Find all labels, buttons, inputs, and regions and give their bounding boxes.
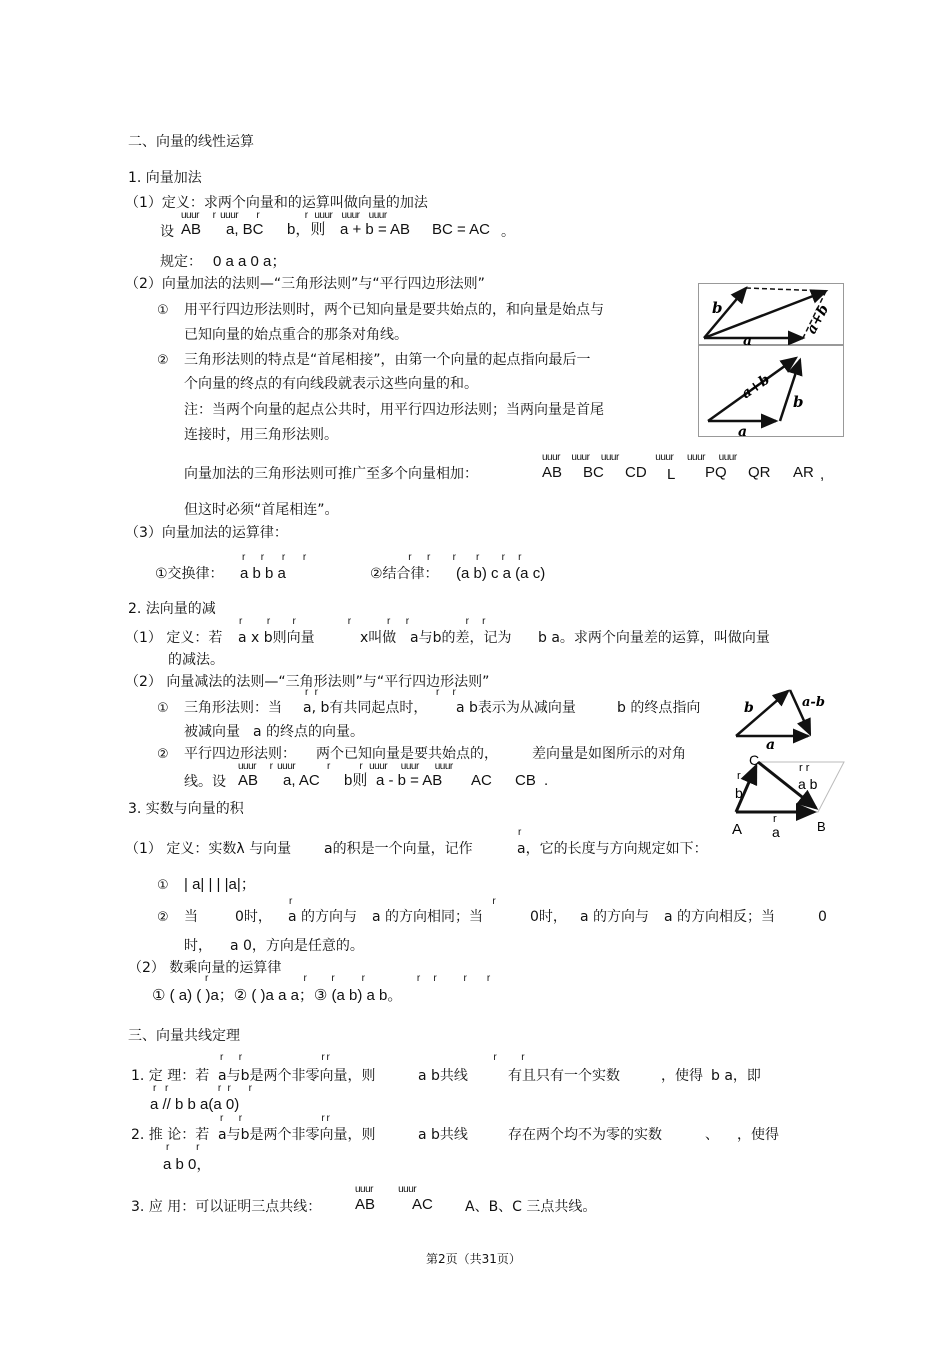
- parallelogram-subtraction-figure: [728, 748, 850, 844]
- figure-border: [699, 346, 844, 437]
- sub-tri-l2b: a 的终点的向量。: [253, 724, 365, 740]
- vec-marks: r r: [289, 896, 496, 907]
- def-set-word: 设: [160, 224, 174, 240]
- corollary-b: a与b是两个非零向量，则: [218, 1127, 376, 1143]
- dir-b: 0时，: [235, 909, 272, 925]
- vec-marks: r r r r r r r r: [239, 616, 485, 627]
- sub-def-line2: 的减法。: [168, 652, 224, 668]
- sub-tri-d: b 的终点指向: [617, 700, 701, 716]
- section-title-linear-ops: 二、向量的线性运算: [128, 134, 254, 150]
- circle-2: ②: [157, 910, 169, 925]
- application-b: A、B、C 三点共线。: [465, 1199, 597, 1215]
- note-line1: 注：当两个向量的起点公共时，用平行四边形法则；当两向量是首尾: [184, 402, 604, 418]
- vec-marks: r r: [166, 1142, 199, 1153]
- label-a: a: [766, 737, 776, 750]
- dir-c: a 的方向与: [288, 909, 358, 925]
- theorem-line2: a // b b a(a 0): [150, 1096, 240, 1113]
- corollary-line2: a b 0，: [163, 1156, 212, 1173]
- sub-pg-ac2: AC: [471, 772, 492, 789]
- sub-pg-l2a: 线。设: [184, 774, 226, 790]
- subtraction-triangle-figure: [732, 686, 842, 750]
- associative-expr: (a b) c a (a c): [456, 565, 546, 582]
- label-a-b: a b: [798, 776, 818, 792]
- ext-bc: BC: [583, 464, 604, 481]
- sub-def-b: a x b则向量: [238, 630, 315, 646]
- label-b: b: [793, 393, 804, 411]
- label-a: a: [738, 424, 748, 437]
- point-a: A: [732, 821, 743, 838]
- application-a: 3. 应 用：可以证明三点共线：: [131, 1199, 322, 1215]
- theorem-b: a与b是两个非零向量，则: [218, 1068, 376, 1084]
- sub-tri-a: 三角形法则：当: [184, 700, 282, 716]
- point-c: C: [749, 752, 760, 768]
- corollary-d: 存在两个均不为零的实数: [508, 1127, 662, 1143]
- def-a-bc: a, BC: [226, 221, 264, 238]
- def-sum: a + b = AB: [340, 221, 411, 238]
- law2-line1: 三角形法则的特点是“首尾相接”，由第一个向量的起点指向最后一: [184, 352, 591, 368]
- dir-a: 当: [184, 909, 198, 925]
- page-number: 第2页（共31页）: [426, 1252, 521, 1266]
- vec-marks: r: [518, 827, 521, 838]
- rule-expr: 0 a a 0 a；: [213, 253, 287, 270]
- theorem-d: 有且只有一个实数: [508, 1068, 620, 1084]
- associative-label: ②结合律：: [370, 566, 439, 582]
- extension-text: 向量加法的三角形法则可推广至多个向量相加：: [184, 466, 478, 482]
- extension-end: 但这时必须“首尾相连”。: [184, 502, 339, 518]
- sub-pg-cb: CB: [515, 772, 536, 789]
- addition-definition: （1）定义：求两个向量和的运算叫做向量的加法: [125, 195, 428, 211]
- vector-mark: r r: [799, 762, 810, 774]
- addition-ops-title: （3）向量加法的运算律：: [125, 525, 288, 541]
- triangle-law-figure: [698, 345, 844, 437]
- circle-2: ②: [157, 353, 169, 368]
- corollary-c: a b共线: [418, 1127, 468, 1143]
- scalar-ops-title: （2） 数乘向量的运算律: [128, 960, 282, 976]
- section-title-collinear: 三、向量共线定理: [128, 1028, 240, 1044]
- circle-1: ①: [157, 303, 169, 318]
- heading-vector-addition: 1. 向量加法: [128, 170, 202, 186]
- sub-tri-b: a, b有共同起点时，: [303, 700, 428, 716]
- sub-pg-b2: b则: [344, 772, 368, 789]
- sub-def-c: x叫做: [360, 630, 397, 646]
- point-b: B: [817, 819, 826, 834]
- sub-def-a: （1） 定义：若: [125, 630, 223, 646]
- dashed-edge: [746, 288, 826, 291]
- circle-1: ①: [157, 878, 169, 893]
- heading-vector-subtraction: 2. 法向量的减: [128, 601, 216, 617]
- vec-marks: r r r r r r r r r r: [242, 552, 521, 563]
- label-a: a: [743, 333, 753, 345]
- sub-pg-b: 两个已知向量是要共始点的，: [316, 746, 498, 762]
- label-b-left: b: [735, 785, 743, 801]
- theorem-a: 1. 定 理：若: [131, 1068, 210, 1084]
- corollary-a: 2. 推 论：若: [131, 1127, 210, 1143]
- sub-def-d: a与b的差，记为: [410, 630, 512, 646]
- scalar-ops-expr: ① ( a) ( )a；② ( )a a a；③ (a b) a b。: [152, 987, 403, 1004]
- law1-line1: 用平行四边形法则时，两个已知向量是要共始点的，和向量是始点与: [184, 302, 604, 318]
- label-a-minus-b: a-b: [802, 695, 825, 710]
- law2-line2: 个向量的终点的有向线段就表示这些向量的和。: [184, 376, 478, 392]
- def-end: 。: [501, 224, 515, 240]
- theorem-e: ，使得: [661, 1068, 703, 1084]
- ext-ab: AB: [542, 464, 563, 481]
- dir-e: 0时，: [530, 909, 567, 925]
- commutative-label: ①交换律：: [155, 566, 224, 582]
- vector-mark: r: [773, 813, 777, 825]
- dir-l2b: a 0，方向是任意的。: [230, 938, 364, 954]
- commutative-expr: a b b a: [240, 565, 286, 582]
- heading-scalar-product: 3. 实数与向量的积: [128, 801, 244, 817]
- sub-pg-a: 平行四边形法则：: [184, 746, 296, 762]
- ext-pq: PQ: [705, 464, 727, 481]
- ext-comma: ,: [820, 466, 825, 483]
- theorem-c: a b共线: [418, 1068, 468, 1084]
- circle-1: ①: [157, 701, 169, 716]
- addition-law-title: （2）向量加法的法则—“三角形法则”与“平行四边形法则”: [125, 276, 485, 292]
- def-b-then: b，则: [287, 221, 326, 238]
- label-a-plus-b: a+b: [738, 371, 773, 403]
- def-ab: AB: [181, 221, 202, 238]
- vector-b-line: [780, 360, 800, 421]
- application-ab: AB: [355, 1196, 376, 1213]
- sub-def-e: b a。求两个向量差的运算，叫做向量: [538, 630, 770, 646]
- ext-qr: QR: [748, 464, 771, 481]
- sub-pg-ac: a, AC: [283, 772, 320, 789]
- corollary-e: 、: [705, 1127, 719, 1143]
- sub-pg-diff: a - b = AB: [376, 772, 443, 789]
- sub-pg-c: 差向量是如图所示的对角: [532, 746, 686, 762]
- sub-tri-l2a: 被减向量: [184, 724, 240, 740]
- law1-line2: 已知向量的始点重合的那条对角线。: [184, 327, 408, 343]
- ext-cd: CD: [625, 464, 647, 481]
- scalar-length: | a| | | |a|；: [184, 876, 256, 893]
- vec-marks: r r r r: [220, 1113, 330, 1124]
- vec-marks: uuur r uuur r r uuur uuur uuur: [238, 761, 453, 772]
- label-b: b: [712, 299, 723, 317]
- label-b: b: [744, 700, 754, 716]
- vec-marks: uuur r uuur r r uuur uuur uuur: [181, 210, 387, 221]
- ext-ar: AR: [793, 464, 814, 481]
- rule-label: 规定：: [160, 254, 202, 270]
- dir-h: 0: [818, 909, 827, 925]
- sub-law-title: （2） 向量减法的法则—“三角形法则”与“平行四边形法则”: [125, 674, 490, 690]
- vec-marks: r r r r r r: [220, 1052, 525, 1063]
- vec-marks: r r r r: [305, 687, 456, 698]
- parallelogram-law-figure: [698, 283, 844, 345]
- scalar-def-b: a的积是一个向量，记作: [324, 841, 473, 857]
- sub-pg-ab: AB: [238, 772, 259, 789]
- dir-l2a: 时，: [184, 938, 212, 954]
- application-ac: AC: [412, 1196, 433, 1213]
- dir-d: a 的方向相同；当: [372, 909, 484, 925]
- scalar-def-a: （1） 定义：实数λ 与向量: [125, 841, 292, 857]
- vector-mark: r: [737, 770, 741, 782]
- ext-ellipsis: L: [667, 466, 676, 483]
- vec-marks: r r r r r r r r: [205, 973, 490, 984]
- sub-tri-c: a b表示为从减向量: [456, 700, 576, 716]
- corollary-f: ，使得: [737, 1127, 779, 1143]
- circle-2: ②: [157, 747, 169, 762]
- vec-marks: uuur uuur uuur uuur uuur uuur: [542, 452, 737, 463]
- label-a-plus-b: a+b: [803, 302, 833, 337]
- theorem-f: b a，即: [711, 1068, 761, 1084]
- dir-g: a 的方向相反；当: [664, 909, 776, 925]
- dir-f: a 的方向与: [580, 909, 650, 925]
- vec-marks: uuur uuur: [355, 1184, 417, 1195]
- note-line2: 连接时，用三角形法则。: [184, 427, 338, 443]
- sub-pg-dot: .: [544, 772, 549, 789]
- vec-marks: r r r r r: [153, 1083, 252, 1094]
- scalar-def-c: a，它的长度与方向规定如下：: [517, 841, 708, 857]
- def-bc-ac: BC = AC: [432, 221, 490, 238]
- label-a-bottom: a: [772, 824, 780, 840]
